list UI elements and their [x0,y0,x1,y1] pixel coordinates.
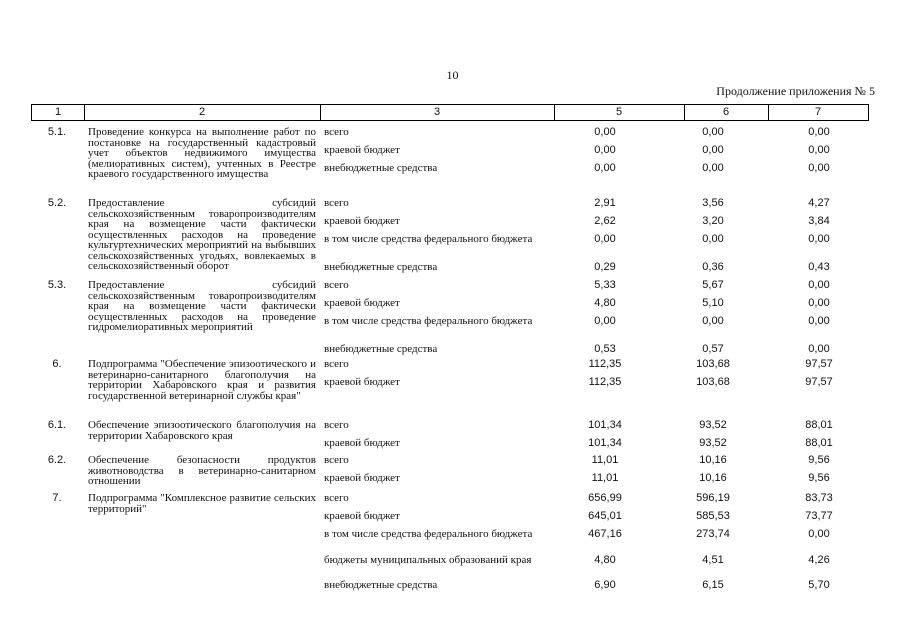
row-number: 5.3. [47,279,67,291]
row-description: Предоставление субсидий сельскохозяйственным товаропроизводителям края на возмещение части фактически осуществленных расходов на проведение гидромелиоративных мероприятий [88,279,316,333]
value-col-6: 0,00 [702,315,724,327]
line-label: краевой бюджет [324,297,400,309]
line-label: всего [324,126,349,138]
page-number: 10 [446,68,459,82]
value-col-6: 0,57 [702,343,724,355]
value-col-7: 97,57 [805,376,833,388]
line-label: в том числе средства федерального бюджета [324,528,533,540]
value-col-6: 4,51 [702,554,724,566]
row-number: 6. [52,358,62,370]
value-col-5: 112,35 [588,376,622,388]
line-label: внебюджетные средства [324,579,438,591]
value-col-7: 4,27 [808,197,830,209]
line-label: всего [324,419,349,431]
row-description: Предоставление субсидий сельскохозяйственным товаропроизводителям края на возмещение части фактически осуществленных расходов на проведение культуртехнических мероприятий на выбывших сельскохозяйственных угодьях, вовлекаемых в сельскохозяйственный оборот [88,197,316,272]
header-col-7: 7 [814,106,822,118]
value-col-6: 93,52 [699,437,727,449]
value-col-7: 0,00 [808,315,830,327]
value-col-6: 0,00 [702,144,724,156]
value-col-7: 0,00 [808,144,830,156]
value-col-7: 88,01 [805,419,833,431]
line-label: внебюджетные средства [324,343,438,355]
line-label: всего [324,492,349,504]
value-col-7: 0,00 [808,279,830,291]
value-col-6: 0,00 [702,233,724,245]
value-col-7: 0,00 [808,162,830,174]
line-label: всего [324,279,349,291]
value-col-7: 9,56 [808,454,830,466]
value-col-7: 0,00 [808,297,830,309]
header-col-2: 2 [198,106,206,118]
value-col-5: 11,01 [591,454,619,466]
value-col-6: 3,20 [702,215,724,227]
continuation-label: Продолжение приложения № 5 [716,84,875,98]
row-description: Подпрограмма "Обеспечение эпизоотического и ветеринарно-санитарного благополучия на территории Хабаровского края и развития государственной ветеринарной службы края" [88,358,316,402]
value-col-5: 11,01 [591,472,619,484]
value-col-6: 3,56 [702,197,724,209]
value-col-6: 10,16 [699,454,727,466]
value-col-7: 0,00 [808,126,830,138]
value-col-6: 5,67 [702,279,724,291]
row-number: 5.1. [47,126,67,138]
value-col-7: 9,56 [808,472,830,484]
value-col-5: 0,00 [594,315,616,327]
value-col-5: 6,90 [594,579,616,591]
row-description: Подпрограмма "Комплексное развитие сельских территорий" [88,492,316,515]
value-col-7: 83,73 [805,492,833,504]
value-col-5: 467,16 [588,528,622,540]
value-col-5: 5,33 [594,279,616,291]
value-col-7: 5,70 [808,579,830,591]
header-col-1: 1 [54,106,62,118]
value-col-7: 0,00 [808,528,830,540]
line-label: краевой бюджет [324,215,400,227]
row-number: 5.2. [47,197,67,209]
value-col-6: 596,19 [696,492,730,504]
row-description: Проведение конкурса на выполнение работ по постановке на государственный кадастровый учет объектов недвижимого имущества (мелиоративных систем), учтенных в Реестре краевого государственного имущества [88,126,316,180]
line-label: в том числе средства федерального бюджета [324,233,533,245]
line-label: краевой бюджет [324,376,400,388]
value-col-6: 6,15 [702,579,724,591]
row-number: 6.2. [47,454,67,466]
header-col-6: 6 [722,106,730,118]
value-col-6: 103,68 [696,376,730,388]
value-col-7: 0,43 [808,261,830,273]
value-col-6: 10,16 [699,472,727,484]
value-col-7: 73,77 [805,510,833,522]
value-col-6: 0,00 [702,162,724,174]
value-col-6: 273,74 [696,528,730,540]
value-col-5: 645,01 [588,510,622,522]
line-label: в том числе средства федерального бюджета [324,315,533,327]
value-col-5: 0,00 [594,233,616,245]
row-number: 7. [52,492,62,504]
row-description: Обеспечение безопасности продуктов животноводства в ветеринарно-санитарном отношении [88,454,316,487]
value-col-5: 656,99 [588,492,622,504]
value-col-7: 88,01 [805,437,833,449]
row-number: 6.1. [47,419,67,431]
value-col-5: 0,00 [594,144,616,156]
value-col-5: 4,80 [594,297,616,309]
value-col-5: 101,34 [588,437,622,449]
line-label: внебюджетные средства [324,162,438,174]
value-col-7: 3,84 [808,215,830,227]
header-col-3: 3 [433,106,441,118]
value-col-6: 103,68 [696,358,730,370]
table-header [31,104,869,121]
value-col-5: 2,62 [594,215,616,227]
value-col-6: 5,10 [702,297,724,309]
line-label: краевой бюджет [324,437,400,449]
value-col-7: 0,00 [808,233,830,245]
value-col-7: 97,57 [805,358,833,370]
value-col-5: 0,00 [594,162,616,174]
value-col-7: 4,26 [808,554,830,566]
value-col-7: 0,00 [808,343,830,355]
header-col-5: 5 [615,106,623,118]
value-col-5: 101,34 [588,419,622,431]
value-col-6: 585,53 [696,510,730,522]
line-label: бюджеты муниципальных образований края [324,554,532,566]
value-col-5: 0,00 [594,126,616,138]
value-col-6: 0,36 [702,261,724,273]
value-col-5: 0,29 [594,261,616,273]
line-label: краевой бюджет [324,472,400,484]
line-label: краевой бюджет [324,144,400,156]
value-col-6: 93,52 [699,419,727,431]
line-label: краевой бюджет [324,510,400,522]
value-col-5: 4,80 [594,554,616,566]
value-col-5: 0,53 [594,343,616,355]
value-col-5: 112,35 [588,358,622,370]
row-description: Обеспечение эпизоотического благополучия на территории Хабаровского края [88,419,316,442]
value-col-6: 0,00 [702,126,724,138]
line-label: всего [324,454,349,466]
line-label: всего [324,358,349,370]
line-label: внебюджетные средства [324,261,438,273]
value-col-5: 2,91 [594,197,616,209]
line-label: всего [324,197,349,209]
